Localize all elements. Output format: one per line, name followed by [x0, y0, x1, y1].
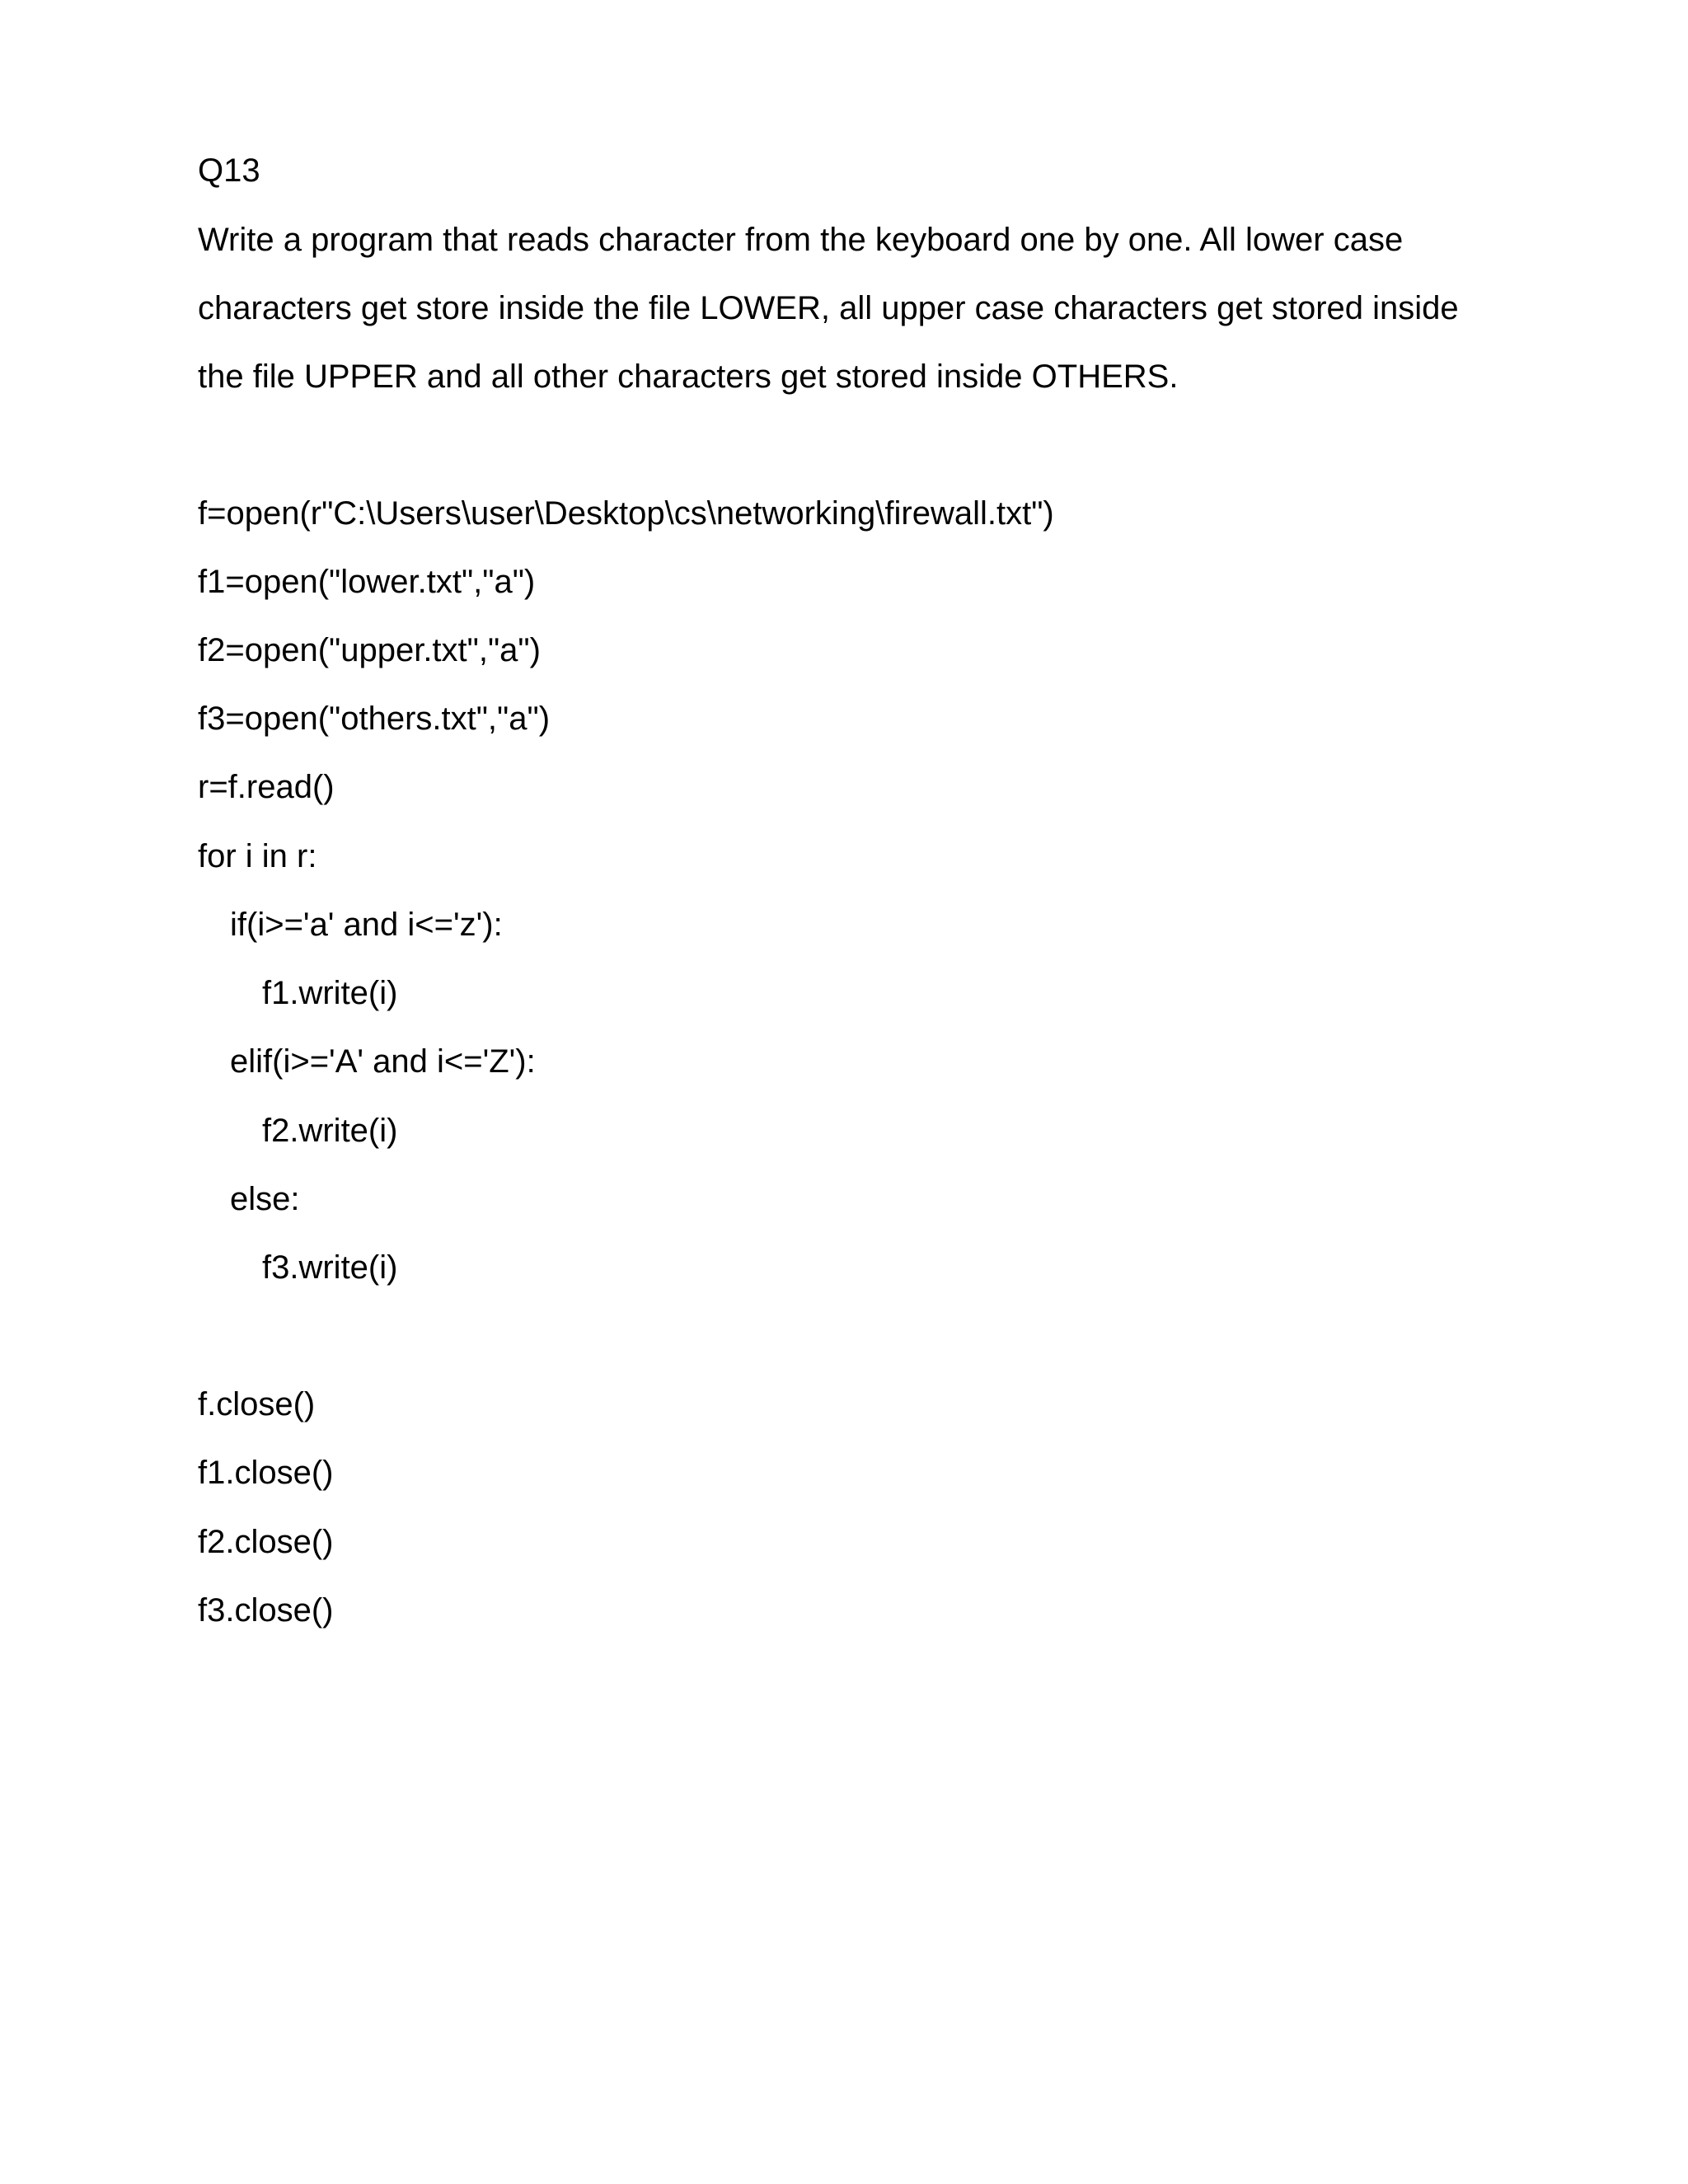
code-line: for i in r:: [198, 838, 317, 874]
question-text-line: Write a program that reads character from the keyboard one by one. All lower case: [198, 222, 1404, 258]
code-line: f1.write(i): [262, 975, 398, 1011]
code-line: f3=open("others.txt","a"): [198, 701, 551, 737]
code-line: else:: [230, 1181, 300, 1217]
code-line: f2.write(i): [262, 1113, 398, 1149]
code-line: f3.close(): [198, 1592, 334, 1629]
code-line: if(i>='a' and i<='z'):: [230, 907, 503, 943]
question-text-line: characters get store inside the file LOWER, all upper case characters get stored inside: [198, 290, 1459, 326]
question-number: Q13: [198, 152, 260, 189]
code-line: f2.close(): [198, 1524, 334, 1560]
question-text-line: the file UPPER and all other characters get stored inside OTHERS.: [198, 359, 1179, 395]
code-line: f1.close(): [198, 1455, 334, 1491]
code-line: f2=open("upper.txt","a"): [198, 632, 541, 668]
code-line: f=open(r"C:\Users\user\Desktop\cs\networking\firewall.txt"): [198, 495, 1054, 532]
code-line: f3.write(i): [262, 1249, 398, 1286]
code-line: f1=open("lower.txt","a"): [198, 564, 536, 600]
code-line: f.close(): [198, 1386, 316, 1422]
code-line: r=f.read(): [198, 769, 335, 805]
code-line: elif(i>='A' and i<='Z'):: [230, 1043, 536, 1080]
